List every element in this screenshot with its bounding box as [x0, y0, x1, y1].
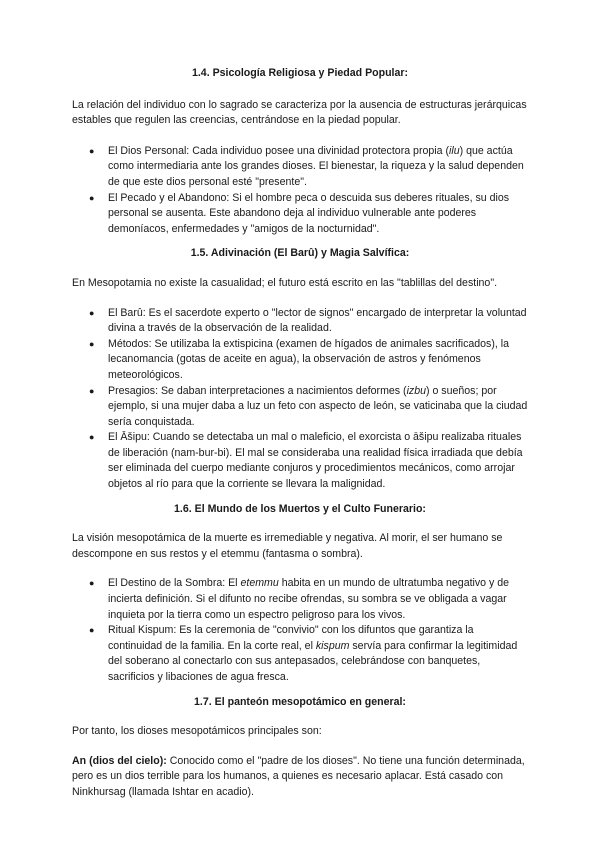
section-heading-1-5: 1.5. Adivinación (El Barû) y Magia Salvífica: [190, 247, 410, 260]
deity-paragraph-an: An (dios del cielo): Conocido como el "padre de los dioses". No tiene una función determinada, pero es un dios terrible para los humanos, a quienes es necesario aplacar. Está casado con Ninkhursag (llamada Ishtar en acadio). [72, 754, 525, 798]
section-intro-1-5: En Mesopotamia no existe la casualidad; el futuro está escrito en las "tablillas del destino". [72, 276, 498, 289]
bullet-icon: ● [89, 385, 95, 396]
list-item: ● El Barû: Es el sacerdote experto o "lector de signos" encargado de interpretar la voluntad divina a través de la observación de la realidad. [89, 306, 527, 335]
bullet-list-1-6 [72, 576, 528, 685]
bullet-icon: ● [89, 578, 95, 589]
bullet-icon: ● [89, 338, 95, 349]
section-heading-1-6: 1.6. El Mundo de los Muertos y el Culto Funerario: [174, 502, 426, 515]
bullet-icon: ● [89, 145, 95, 156]
section-intro-1-6: La visión mesopotámica de la muerte es irremediable y negativa. Al morir, el ser humano se descompone en sus restos y el etemmu (fantasma o sombra). [72, 532, 503, 560]
list-item: ● Métodos: Se utilizaba la extispicina (examen de hígados de animales sacrificados), la lecanomancia (gotas de aceite en agua), la observación de astros y fenómenos meteorológicos. [89, 337, 510, 381]
bullet-list-1-5 [72, 306, 528, 493]
bullet-icon: ● [89, 192, 95, 203]
list-item: ● Ritual Kispum: Es la ceremonia de "convivio" con los difuntos que garantiza la continuidad de la familia. En la corte real, el kispum servía para confirmar la legitimidad del soberano al conectarlo con sus antepasados, celebrándose con banquetes, sacrificios y libaciones de agua fresca. [89, 624, 518, 683]
bullet-list-1-4 [72, 144, 528, 238]
list-item: ● El Dios Personal: Cada individuo posee una divinidad protectora propia (ilu) que actúa como intermediaria ante los grandes dioses. El bienestar, la riqueza y la salud dependen de que este dios personal esté "presente". [89, 144, 524, 188]
list-item: ● Presagios: Se daban interpretaciones a nacimientos deformes (izbu) o sueños; por ejemplo, si una mujer daba a luz un feto con aspecto de león, se vaticinaba que la ciudad sería conquistada. [89, 384, 528, 428]
section-heading-1-7: 1.7. El panteón mesopotámico en general: [194, 695, 406, 708]
bullet-icon: ● [89, 307, 95, 318]
section-heading-1-4: 1.4. Psicología Religiosa y Piedad Popular: [191, 67, 409, 79]
deity-name-an: An (dios del cielo): [72, 754, 167, 767]
bullet-icon: ● [89, 625, 95, 636]
section-intro-1-7: Por tanto, los dioses mesopotámicos principales son: [72, 725, 322, 738]
document-page [72, 66, 528, 801]
list-item: ● El Pecado y el Abandono: Si el hombre peca o descuida sus deberes rituales, su dios personal se ausenta. Este abandono deja al individuo vulnerable ante poderes demoníacos, enfermedades y "amigos de la nocturnidad". [89, 191, 510, 235]
list-item: ● El Āšipu: Cuando se detectaba un mal o maleficio, el exorcista o āšipu realizaba rituales de liberación (nam-bur-bi). El mal se consideraba una realidad física irradiada que debía ser eliminada del cuerpo mediante conjuros y procedimientos mecánicos, como arrojar objetos al río para que la corriente se llevara la malignidad. [89, 431, 523, 491]
bullet-icon: ● [89, 432, 95, 443]
section-intro-1-4: La relación del individuo con lo sagrado se caracteriza por la ausencia de estructuras jerárquicas estables que regulen las creencias, centrándose en la piedad popular. [72, 98, 527, 127]
list-item: ● El Destino de la Sombra: El etemmu habita en un mundo de ultratumba negativo y de incierta definición. Si el difunto no recibe ofrendas, su sombra se ve obligada a vagar inquieta por la tierra como un espectro peligroso para los vivos. [89, 577, 510, 621]
